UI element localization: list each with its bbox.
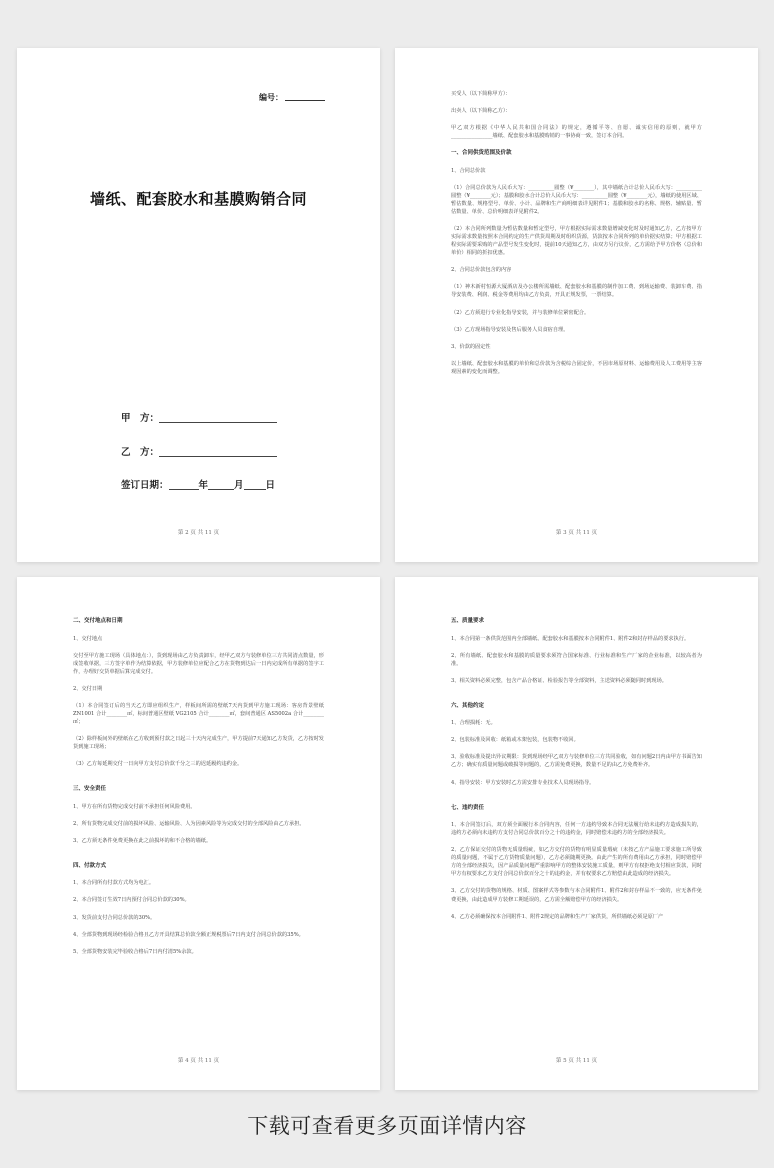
page-body bbox=[451, 617, 702, 930]
contract-number-label: 编号： bbox=[259, 92, 283, 102]
page-body bbox=[451, 90, 702, 385]
paragraph: 3、乙方交付的货物的规格、材质、图案样式等参数与本合同附件1、附件2和封存样品不一致的，应无条件免费更换，由此造成甲方装修工期延误的，乙方需全额赔偿甲方的经济损失。 bbox=[451, 888, 702, 903]
paragraph: （1）本合同签订后的当天乙方即应组织生产，样板间所需的壁纸7天内货到甲方施工现场：客房背景壁纸 ZN1001 合计________㎡，标间普通区壁纸 VG2105 合计________㎡，套间普通区 AS5002a 合计________㎡； bbox=[73, 702, 324, 725]
paragraph: （2）乙方须进行专业化指导安装，并与装修单位紧密配合。 bbox=[451, 309, 590, 316]
contract-page-5 bbox=[395, 577, 758, 1090]
paragraph: 1、甲方在所有货物完成交付前不承担任何风险费用。 bbox=[73, 803, 196, 810]
contract-number-field bbox=[259, 92, 325, 103]
paragraph: 3、验收标准及提出异议期限：货到现场经甲乙双方与装修单位三方共同验收，如有问题2日内由甲方书面告知乙方；确实有质量问题或破损等问题的，乙方需免费更换，数量不足的由乙方免费补齐。 bbox=[451, 754, 702, 769]
paragraph: 5、全部货物安装完毕验收合格后7日内付清5%余款。 bbox=[73, 948, 197, 955]
contract-page-4 bbox=[17, 577, 380, 1090]
paragraph: 交付至甲方施工现场（具体地点：），货到现场由乙方负责卸车，经甲乙双方与装修单位三方共同清点数量，形成签收单据，三方签字单作为结算依据，甲方装修单位应配合乙方在货物到达后一日内完成所有单据的签字工作，办理好交货单据后算完成交付。 bbox=[73, 652, 324, 675]
paragraph: （2）本合同所列数量为暂估数量和暂定型号，甲方根据实际需求数量增减变化时及时通知乙方，乙方按甲方实际需求数量按照本合同约定的生产供货周期及时组织货源，货款按本合同所列的单价据实结算；甲方根据工程实际需要采购的产品型号发生变化时，提前10天通知乙方，由双方另行议价，乙方需给予甲方价格（总价和单价）相同的折扣优惠。 bbox=[451, 226, 702, 257]
party-a-label: 甲 方： bbox=[121, 413, 160, 424]
section-heading: 一、合同供货范围及价款 bbox=[451, 150, 512, 157]
paragraph: （2）除样板间外的壁纸在乙方收到预付款之日起三十天内完成生产，甲方提前7天通知乙方发货，乙方按时发货到施工现场； bbox=[73, 736, 324, 751]
paragraph: 2、交付日期 bbox=[73, 685, 103, 692]
paragraph: 2、合同总价款包含的内容 bbox=[451, 267, 512, 274]
paragraph: 2、包装标准及回收：纸箱或木架包装，包装物不收回。 bbox=[451, 737, 579, 744]
page-footer: 第 4 页 共 11 页 bbox=[177, 1058, 220, 1064]
paragraph: （3）乙方每延期交付一日向甲方支付总价款千分之三的迟延履约违约金。 bbox=[73, 761, 243, 768]
paragraph: 3、相关资料必须完整，包含产品合格证、检验报告等全部资料，主送资料必须随同时到现场。 bbox=[451, 677, 667, 684]
section-heading: 五、质量要求 bbox=[451, 618, 485, 624]
paragraph: 1、交付地点 bbox=[73, 635, 103, 642]
section-heading: 三、安全责任 bbox=[73, 786, 107, 793]
party-b-row bbox=[121, 444, 277, 458]
section-heading: 四、付款方式 bbox=[73, 862, 107, 869]
paragraph: 1、合同总价款 bbox=[451, 167, 486, 174]
sign-date-label: 签订日期： bbox=[121, 480, 169, 491]
paragraph: 以上墙纸、配套胶水和基膜的单价和总价款为含税综合固定价，不因市场原材料、运输费用及人工费用等主客观因素的变化而调整。 bbox=[451, 360, 702, 375]
paragraph: 3、发货前支付合同总价款的30%。 bbox=[73, 914, 156, 921]
section-gap bbox=[73, 854, 324, 862]
paragraph: （1）合同总价款为人民币大写：__________圆整（¥________），其中墙纸合计总价人民币大写：__________圆整（¥________元）；基膜和胶水合计总价人民币大写：__________圆整（¥________元），墙纸的使用区域、暂估数量、规格型号、单价、小计、品牌和生产商明细表详见附件1；基膜和胶水的名称、规格、辅贴量、暂估数量、单价、总价明细表详见附件2。 bbox=[451, 184, 702, 216]
contract-page-3 bbox=[395, 48, 758, 562]
paragraph: （3）乙方现场指导安装及售后服务人员食宿自理。 bbox=[451, 326, 569, 333]
paragraph: 1、本合同签订后，双方须全面履行本合同内容，任何一方违约导致本合同无法履行给未违约方造成损失的，违约方必须向未违约方支付合同总价款百分之十的违约金，同时赔偿未违约方的全部经济损失。 bbox=[451, 822, 702, 837]
year-label: 年 bbox=[198, 480, 209, 491]
page-body bbox=[73, 617, 324, 965]
party-b-label: 乙 方： bbox=[121, 447, 160, 458]
section-heading: 七、违约责任 bbox=[451, 804, 485, 811]
paragraph: 2、所有货物完成交付前的损坏风险、运输风险、人为因素风险等为完成交付的全部风险由乙方承担。 bbox=[73, 820, 305, 827]
month-label: 月 bbox=[234, 480, 244, 491]
day-label: 日 bbox=[265, 480, 276, 491]
section-gap bbox=[73, 777, 324, 785]
paragraph: 4、指导安装：甲方安装时乙方需安排专业技术人员现场指导。 bbox=[451, 779, 595, 786]
paragraph: 2、乙方保证交付的货物无质量瑕疵，如乙方交付的货物有明显质量瑕疵（未按乙方产品施工要求施工所导致的质量问题，不属于乙方货物质量问题），乙方必须随期更换。由此产生的所有费用由乙方承担，同时赔偿甲方的全部经济损失，因产品质量问题严重影响甲方的整体安装施工质量，则甲方有权拒绝支付相应货款，同时甲方有权要求乙方支付合同总价款百分之十的违约金，并有权要求乙方赔偿由此造成的经济损失。 bbox=[451, 847, 702, 878]
paragraph: 3、价款的固定性 bbox=[451, 343, 491, 350]
section-gap bbox=[451, 796, 702, 804]
paragraph: 4、乙方必须确保按本合同附件1、附件2规定的品牌和生产厂家供货，所供墙纸必须是原厂产 bbox=[451, 913, 664, 920]
paragraph: 甲乙双方根据《中华人民共和国合同法》的规定，遵循平等、自愿、诚实信用的原则，就甲方________________墙纸、配套胶水和基膜购销的一事协商一致，签订本合同。 bbox=[451, 125, 702, 140]
paragraph: 买受人（以下简称甲方）： bbox=[451, 91, 511, 97]
document-title: 墙纸、配套胶水和基膜购销合同 bbox=[89, 190, 307, 208]
section-heading: 二、交付地点和日期 bbox=[73, 618, 123, 624]
paragraph: 1、本合同第一条供货范围内全部墙纸、配套胶水和基膜按本合同附件1、附件2和封存样品的要求执行。 bbox=[451, 635, 690, 642]
party-a-row bbox=[121, 410, 277, 424]
party-a-blank bbox=[159, 412, 277, 423]
contract-number-blank bbox=[285, 92, 325, 101]
paragraph: 2、所有墙纸、配套胶水和基膜的质量要求须符合国家标准、行业标准和生产厂家的企业标准，以较高者为准。 bbox=[451, 652, 702, 667]
download-caption: 下载可查看更多页面详情内容 bbox=[247, 1114, 527, 1138]
party-b-blank bbox=[159, 446, 277, 457]
paragraph: 3、乙方须无条件免费更换在此之前损坏的和不合格的墙纸。 bbox=[73, 837, 212, 844]
sign-date-row bbox=[121, 477, 275, 491]
section-heading: 六、其他约定 bbox=[451, 702, 485, 709]
day-blank bbox=[244, 479, 266, 490]
page-footer: 第 5 页 共 11 页 bbox=[555, 1058, 598, 1064]
year-blank bbox=[169, 479, 199, 490]
page-footer: 第 2 页 共 11 页 bbox=[177, 530, 220, 536]
paragraph: 1、合理损耗：无。 bbox=[451, 720, 496, 727]
page-footer: 第 3 页 共 11 页 bbox=[555, 530, 598, 536]
paragraph: 2、本合同签订生效7日内预付合同总价款的30%。 bbox=[73, 897, 190, 904]
month-blank bbox=[208, 479, 234, 490]
paragraph: 4、全部货物到现场经检验合格且乙方开具结算总价款全额正规税票后7日内支付合同总价款的35%。 bbox=[73, 931, 304, 938]
contract-cover-page bbox=[17, 48, 380, 562]
paragraph: 1、本合同所有付款方式均为电汇。 bbox=[73, 880, 155, 887]
paragraph: 出卖人（以下简称乙方）： bbox=[451, 108, 511, 115]
section-gap bbox=[451, 694, 702, 702]
paragraph: （1）神木新村恒源大厦酒店及办公楼所需墙纸、配套胶水和基膜的制作加工费、到场运输费、装卸车费、指导安装费、利润、税金等费用均由乙方负责，开具正规发票，一票结算。 bbox=[451, 284, 702, 299]
